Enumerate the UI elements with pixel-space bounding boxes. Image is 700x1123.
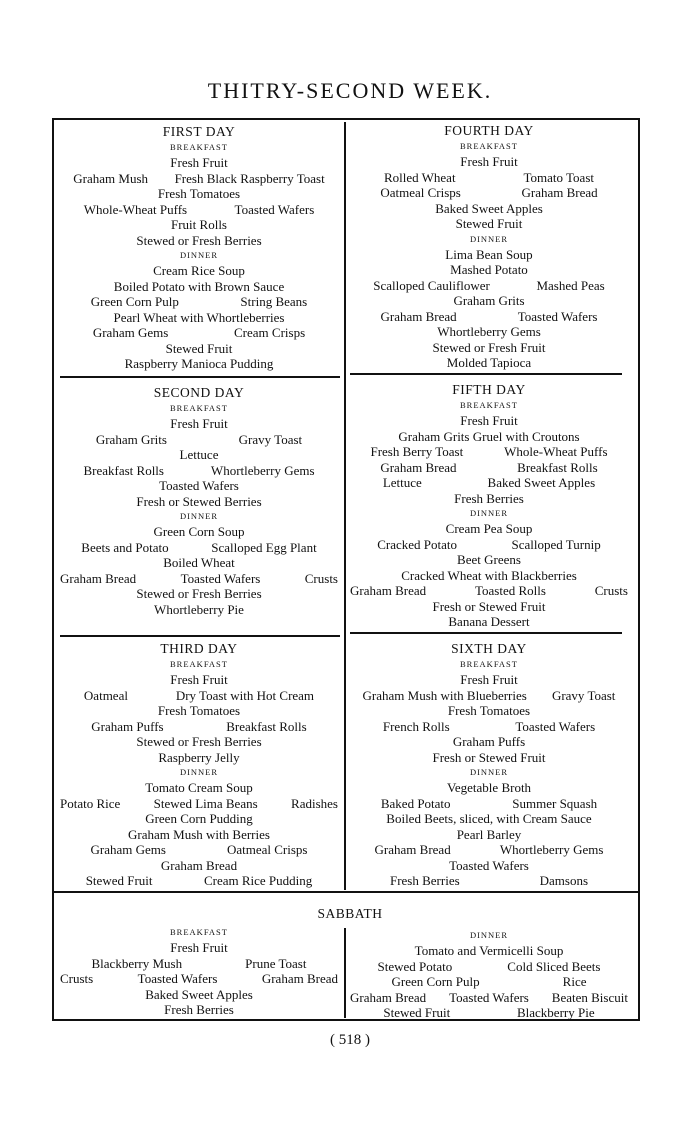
- menu-item: Boiled Beets, sliced, with Cream Sauce: [386, 811, 592, 826]
- menu-item: Pearl Barley: [456, 826, 522, 842]
- menu-item: Fresh Fruit: [460, 413, 518, 428]
- menu-item: Toasted Wafers: [449, 857, 529, 873]
- menu-line: [350, 521, 628, 537]
- menu-line: [350, 959, 628, 975]
- menu-item: Baked Sweet Apples: [145, 986, 253, 1002]
- menu-item: Graham Bread: [380, 308, 457, 324]
- meal-label: BREAKFAST: [460, 400, 518, 410]
- menu-line: [350, 688, 628, 704]
- menu-item: Whole-Wheat Puffs: [504, 444, 608, 459]
- menu-line: [60, 447, 338, 463]
- menu-item: Graham Mush with Blueberries: [362, 687, 527, 703]
- menu-line: [60, 294, 338, 310]
- day-title: FIFTH DAY: [452, 382, 526, 397]
- menu-line: [60, 432, 338, 448]
- menu-item: Gravy Toast: [551, 687, 616, 703]
- menu-line: [60, 155, 338, 171]
- menu-line: [350, 703, 628, 719]
- menu-item: French Rolls: [382, 718, 450, 734]
- day-block-first: [60, 124, 338, 372]
- menu-line: [60, 524, 338, 540]
- menu-line: [350, 293, 628, 309]
- menu-line: [60, 217, 338, 233]
- menu-item: Graham Puffs: [452, 734, 526, 749]
- sabbath-column-divider: [344, 928, 346, 1018]
- day-block-second: [60, 385, 338, 617]
- menu-line: [350, 247, 628, 263]
- menu-line: [60, 555, 338, 571]
- menu-line: [350, 340, 628, 356]
- menu-line: [350, 873, 628, 889]
- menu-item: Fresh Berries: [164, 1002, 234, 1017]
- menu-item: Graham Bread: [350, 583, 427, 598]
- menu-item: Graham Grits: [453, 293, 525, 308]
- menu-line: [350, 827, 628, 843]
- meal-label: DINNER: [179, 511, 219, 521]
- meal-label: BREAKFAST: [170, 142, 228, 152]
- menu-item: Mashed Peas: [536, 277, 605, 293]
- menu-line: [350, 842, 628, 858]
- day-title: SECOND DAY: [153, 385, 245, 400]
- menu-line: [350, 324, 628, 340]
- sabbath-breakfast: [60, 925, 338, 1018]
- menu-item: Blackberry Pie: [516, 1005, 595, 1020]
- menu-line: [60, 341, 338, 357]
- menu-line: [350, 309, 628, 325]
- menu-line: [60, 279, 338, 295]
- menu-line: [60, 233, 338, 249]
- menu-line: [60, 734, 338, 750]
- menu-item: Toasted Wafers: [517, 308, 598, 324]
- menu-line: [60, 586, 338, 602]
- menu-line: [350, 750, 628, 766]
- meal-label: DINNER: [469, 233, 509, 244]
- menu-item: Graham Bread: [160, 857, 238, 873]
- menu-item: Toasted Wafers: [180, 570, 261, 586]
- menu-item: Raspberry Jelly: [158, 749, 240, 765]
- menu-item: Boiled Potato with Brown Sauce: [113, 278, 285, 294]
- menu-item: Green Corn Pudding: [145, 811, 253, 826]
- menu-line: [350, 444, 628, 460]
- menu-item: Vegetable Broth: [446, 780, 532, 795]
- day-block-sixth: [350, 641, 628, 889]
- sabbath-dinner: [350, 928, 628, 1021]
- menu-item: Stewed or Fresh Fruit: [432, 339, 546, 355]
- day-block-third: [60, 641, 338, 889]
- menu-line: [350, 201, 628, 217]
- menu-item: Fresh or Stewed Fruit: [432, 749, 546, 765]
- menu-item: Dry Toast with Hot Cream: [175, 687, 315, 703]
- menu-item: Oatmeal: [83, 687, 128, 703]
- menu-item: Potato Rice: [60, 795, 121, 811]
- menu-line: [60, 956, 338, 972]
- menu-line: [350, 974, 628, 990]
- menu-line: [350, 568, 628, 584]
- menu-item: Fresh or Stewed Berries: [136, 493, 262, 509]
- meal-label: BREAKFAST: [170, 659, 228, 669]
- day-title: SIXTH DAY: [451, 641, 527, 656]
- menu-item: Graham Grits: [95, 431, 167, 447]
- menu-item: Graham Grits Gruel with Croutons: [398, 428, 580, 444]
- day-title: THIRD DAY: [160, 641, 238, 656]
- menu-item: Breakfast Rolls: [226, 718, 307, 734]
- menu-line: [350, 734, 628, 750]
- menu-item: Stewed or Fresh Berries: [136, 586, 262, 601]
- menu-line: [60, 971, 338, 987]
- menu-item: Green Corn Pulp: [391, 974, 480, 989]
- meal-label: BREAKFAST: [460, 659, 518, 669]
- menu-line: [350, 796, 628, 812]
- menu-item: Oatmeal Crisps: [226, 842, 308, 857]
- menu-item: Banana Dessert: [448, 614, 530, 629]
- menu-line: [60, 463, 338, 479]
- menu-item: Stewed or Fresh Berries: [136, 734, 262, 749]
- menu-item: Summer Squash: [512, 795, 598, 811]
- meal-label: DINNER: [469, 767, 509, 777]
- menu-line: [350, 552, 628, 568]
- menu-item: Stewed Fruit: [85, 873, 153, 888]
- menu-line: [60, 571, 338, 587]
- menu-item: Baked Sweet Apples: [435, 200, 543, 216]
- menu-line: [350, 491, 628, 507]
- menu-item: Toasted Wafers: [234, 201, 315, 217]
- menu-item: Toasted Wafers: [137, 971, 218, 986]
- meal-label: DINNER: [179, 767, 219, 777]
- menu-item: Scalloped Egg Plant: [211, 539, 317, 555]
- menu-item: Crusts: [594, 583, 628, 598]
- menu-line: [60, 780, 338, 796]
- menu-item: Radishes: [291, 795, 338, 811]
- menu-line: [60, 750, 338, 766]
- menu-item: Fresh Fruit: [460, 672, 518, 687]
- menu-line: [350, 614, 628, 630]
- menu-item: Damsons: [539, 873, 588, 888]
- menu-line: [60, 478, 338, 494]
- menu-item: Molded Tapioca: [446, 355, 532, 370]
- menu-line: [60, 310, 338, 326]
- menu-line: [60, 703, 338, 719]
- menu-item: Fresh Berries: [389, 873, 460, 888]
- divider-sabbath: [52, 891, 640, 893]
- menu-item: Prune Toast: [245, 955, 307, 971]
- menu-line: [350, 583, 628, 599]
- menu-item: Cracked Potato: [377, 536, 458, 552]
- menu-item: Crusts: [60, 971, 94, 986]
- menu-item: Toasted Wafers: [515, 718, 596, 734]
- menu-item: Raspberry Manioca Pudding: [124, 356, 274, 371]
- menu-item: Whortleberry Gems: [499, 842, 604, 857]
- menu-item: Beets and Potato: [81, 539, 169, 555]
- menu-item: Graham Bread: [374, 842, 451, 857]
- menu-item: Stewed Fruit: [165, 340, 233, 356]
- menu-item: Tomato Cream Soup: [145, 780, 253, 795]
- menu-item: Tomato and Vermicelli Soup: [414, 943, 564, 958]
- menu-line: [60, 171, 338, 187]
- menu-item: Rice: [562, 974, 587, 989]
- menu-item: Graham Mush with Berries: [128, 826, 270, 842]
- menu-item: Cold Sliced Beets: [507, 958, 601, 974]
- meal-label: DINNER: [469, 508, 509, 518]
- divider-fourth-fifth: [350, 373, 622, 375]
- menu-line: [350, 170, 628, 186]
- menu-line: [60, 494, 338, 510]
- menu-item: Fresh or Stewed Fruit: [432, 598, 546, 614]
- menu-item: Pearl Wheat with Whortleberries: [113, 309, 285, 325]
- menu-item: Graham Puffs: [91, 718, 164, 734]
- menu-item: Breakfast Rolls: [83, 462, 164, 478]
- menu-item: Graham Bread: [521, 185, 598, 200]
- menu-item: Gravy Toast: [238, 431, 303, 447]
- menu-item: Stewed Potato: [377, 958, 453, 974]
- menu-line: [60, 186, 338, 202]
- menu-item: Whole-Wheat Puffs: [83, 201, 188, 217]
- menu-item: Stewed Fruit: [455, 216, 523, 231]
- menu-line: [60, 873, 338, 889]
- menu-item: Fresh Fruit: [170, 672, 228, 687]
- menu-item: Graham Gems: [90, 842, 166, 857]
- menu-line: [350, 719, 628, 735]
- menu-line: [350, 154, 628, 170]
- menu-item: Fresh Tomatoes: [157, 703, 241, 718]
- menu-line: [350, 780, 628, 796]
- menu-item: String Beans: [240, 294, 308, 309]
- menu-item: Fruit Rolls: [171, 217, 227, 232]
- menu-line: [350, 355, 628, 371]
- menu-item: Baked Potato: [380, 795, 451, 811]
- menu-item: Whortleberry Gems: [437, 324, 541, 339]
- menu-line: [60, 858, 338, 874]
- menu-line: [60, 719, 338, 735]
- menu-line: [350, 537, 628, 553]
- menu-line: [350, 278, 628, 294]
- menu-line: [350, 185, 628, 201]
- day-block-fifth: [350, 382, 628, 630]
- menu-item: Graham Gems: [92, 325, 169, 340]
- menu-line: [350, 811, 628, 827]
- menu-item: Cracked Wheat with Blackberries: [401, 567, 577, 583]
- menu-line: [350, 599, 628, 615]
- meal-label: DINNER: [469, 930, 509, 940]
- menu-line: [60, 940, 338, 956]
- menu-item: Green Corn Soup: [153, 524, 245, 539]
- menu-line: [60, 356, 338, 372]
- day-block-fourth: [350, 123, 628, 371]
- menu-item: Fresh Berries: [454, 490, 524, 506]
- menu-item: Tomato Toast: [523, 169, 595, 185]
- menu-item: Whortleberry Gems: [210, 462, 315, 478]
- divider-second-third: [60, 635, 340, 637]
- menu-item: Graham Bread: [60, 570, 137, 586]
- column-divider: [344, 122, 346, 890]
- day-title: FIRST DAY: [162, 124, 236, 139]
- page-title: THITRY-SECOND WEEK.: [207, 78, 493, 103]
- menu-item: Fresh Tomatoes: [157, 186, 241, 201]
- menu-item: Fresh Black Raspberry Toast: [174, 170, 325, 186]
- menu-item: Fresh Fruit: [170, 155, 228, 170]
- divider-first-second: [60, 376, 340, 378]
- menu-line: [60, 202, 338, 218]
- menu-line: [350, 429, 628, 445]
- menu-line: [350, 1005, 628, 1021]
- menu-item: Cream Crisps: [234, 325, 306, 340]
- menu-item: Fresh Fruit: [460, 154, 518, 169]
- menu-item: Graham Bread: [380, 459, 457, 475]
- menu-line: [350, 216, 628, 232]
- menu-line: [350, 413, 628, 429]
- menu-item: Beaten Biscuit: [551, 989, 628, 1005]
- menu-line: [60, 811, 338, 827]
- menu-item: Lima Bean Soup: [445, 246, 533, 262]
- menu-item: Boiled Wheat: [163, 555, 235, 570]
- menu-item: Fresh Fruit: [170, 416, 228, 431]
- menu-item: Graham Mush: [73, 170, 149, 186]
- menu-line: [60, 842, 338, 858]
- menu-line: [350, 475, 628, 491]
- menu-line: [60, 827, 338, 843]
- menu-line: [350, 943, 628, 959]
- meal-label: DINNER: [179, 250, 219, 260]
- menu-item: Oatmeal Crisps: [380, 185, 461, 200]
- menu-line: [350, 990, 628, 1006]
- menu-item: Baked Sweet Apples: [487, 475, 596, 490]
- menu-line: [60, 416, 338, 432]
- menu-line: [60, 1002, 338, 1018]
- menu-line: [350, 262, 628, 278]
- page-number: ( 518 ): [330, 1032, 370, 1048]
- menu-line: [60, 540, 338, 556]
- menu-item: Graham Bread: [350, 989, 427, 1005]
- day-title: FOURTH DAY: [444, 123, 534, 138]
- menu-line: [60, 688, 338, 704]
- menu-item: Beet Greens: [457, 552, 521, 567]
- menu-item: Fresh Fruit: [170, 940, 228, 955]
- menu-item: Lettuce: [382, 475, 422, 490]
- menu-line: [60, 602, 338, 618]
- menu-item: Lettuce: [179, 447, 219, 462]
- menu-item: Cream Rice Pudding: [203, 873, 313, 888]
- meal-label: BREAKFAST: [170, 927, 228, 937]
- menu-line: [60, 325, 338, 341]
- menu-item: Cream Rice Soup: [153, 263, 245, 278]
- menu-item: Fresh Tomatoes: [447, 703, 531, 718]
- menu-line: [350, 672, 628, 688]
- menu-item: Scalloped Turnip: [511, 536, 601, 552]
- menu-line: [60, 263, 338, 279]
- menu-item: Breakfast Rolls: [517, 459, 598, 475]
- menu-line: [60, 672, 338, 688]
- menu-item: Cream Pea Soup: [445, 521, 533, 536]
- menu-line: [60, 796, 338, 812]
- menu-item: Stewed or Fresh Berries: [136, 232, 262, 248]
- menu-item: Crusts: [304, 570, 338, 586]
- sabbath-title: SABBATH: [317, 906, 383, 921]
- meal-label: BREAKFAST: [170, 403, 228, 413]
- menu-item: Toasted Wafers: [449, 989, 529, 1005]
- menu-item: Rolled Wheat: [383, 169, 456, 185]
- menu-line: [350, 460, 628, 476]
- menu-item: Stewed Fruit: [383, 1005, 451, 1020]
- menu-item: Graham Bread: [261, 971, 338, 986]
- menu-item: Mashed Potato: [450, 262, 528, 277]
- meal-label: BREAKFAST: [460, 141, 518, 151]
- menu-item: Whortleberry Pie: [154, 601, 244, 617]
- menu-line: [60, 987, 338, 1003]
- menu-item: Fresh Berry Toast: [370, 444, 464, 459]
- menu-item: Scalloped Cauliflower: [373, 277, 490, 293]
- divider-fifth-sixth: [350, 632, 622, 634]
- menu-item: Toasted Wafers: [159, 478, 239, 493]
- menu-item: Stewed Lima Beans: [153, 795, 258, 811]
- menu-item: Green Corn Pulp: [90, 294, 179, 309]
- menu-item: Blackberry Mush: [91, 955, 183, 971]
- menu-line: [350, 858, 628, 874]
- menu-item: Toasted Rolls: [474, 583, 546, 598]
